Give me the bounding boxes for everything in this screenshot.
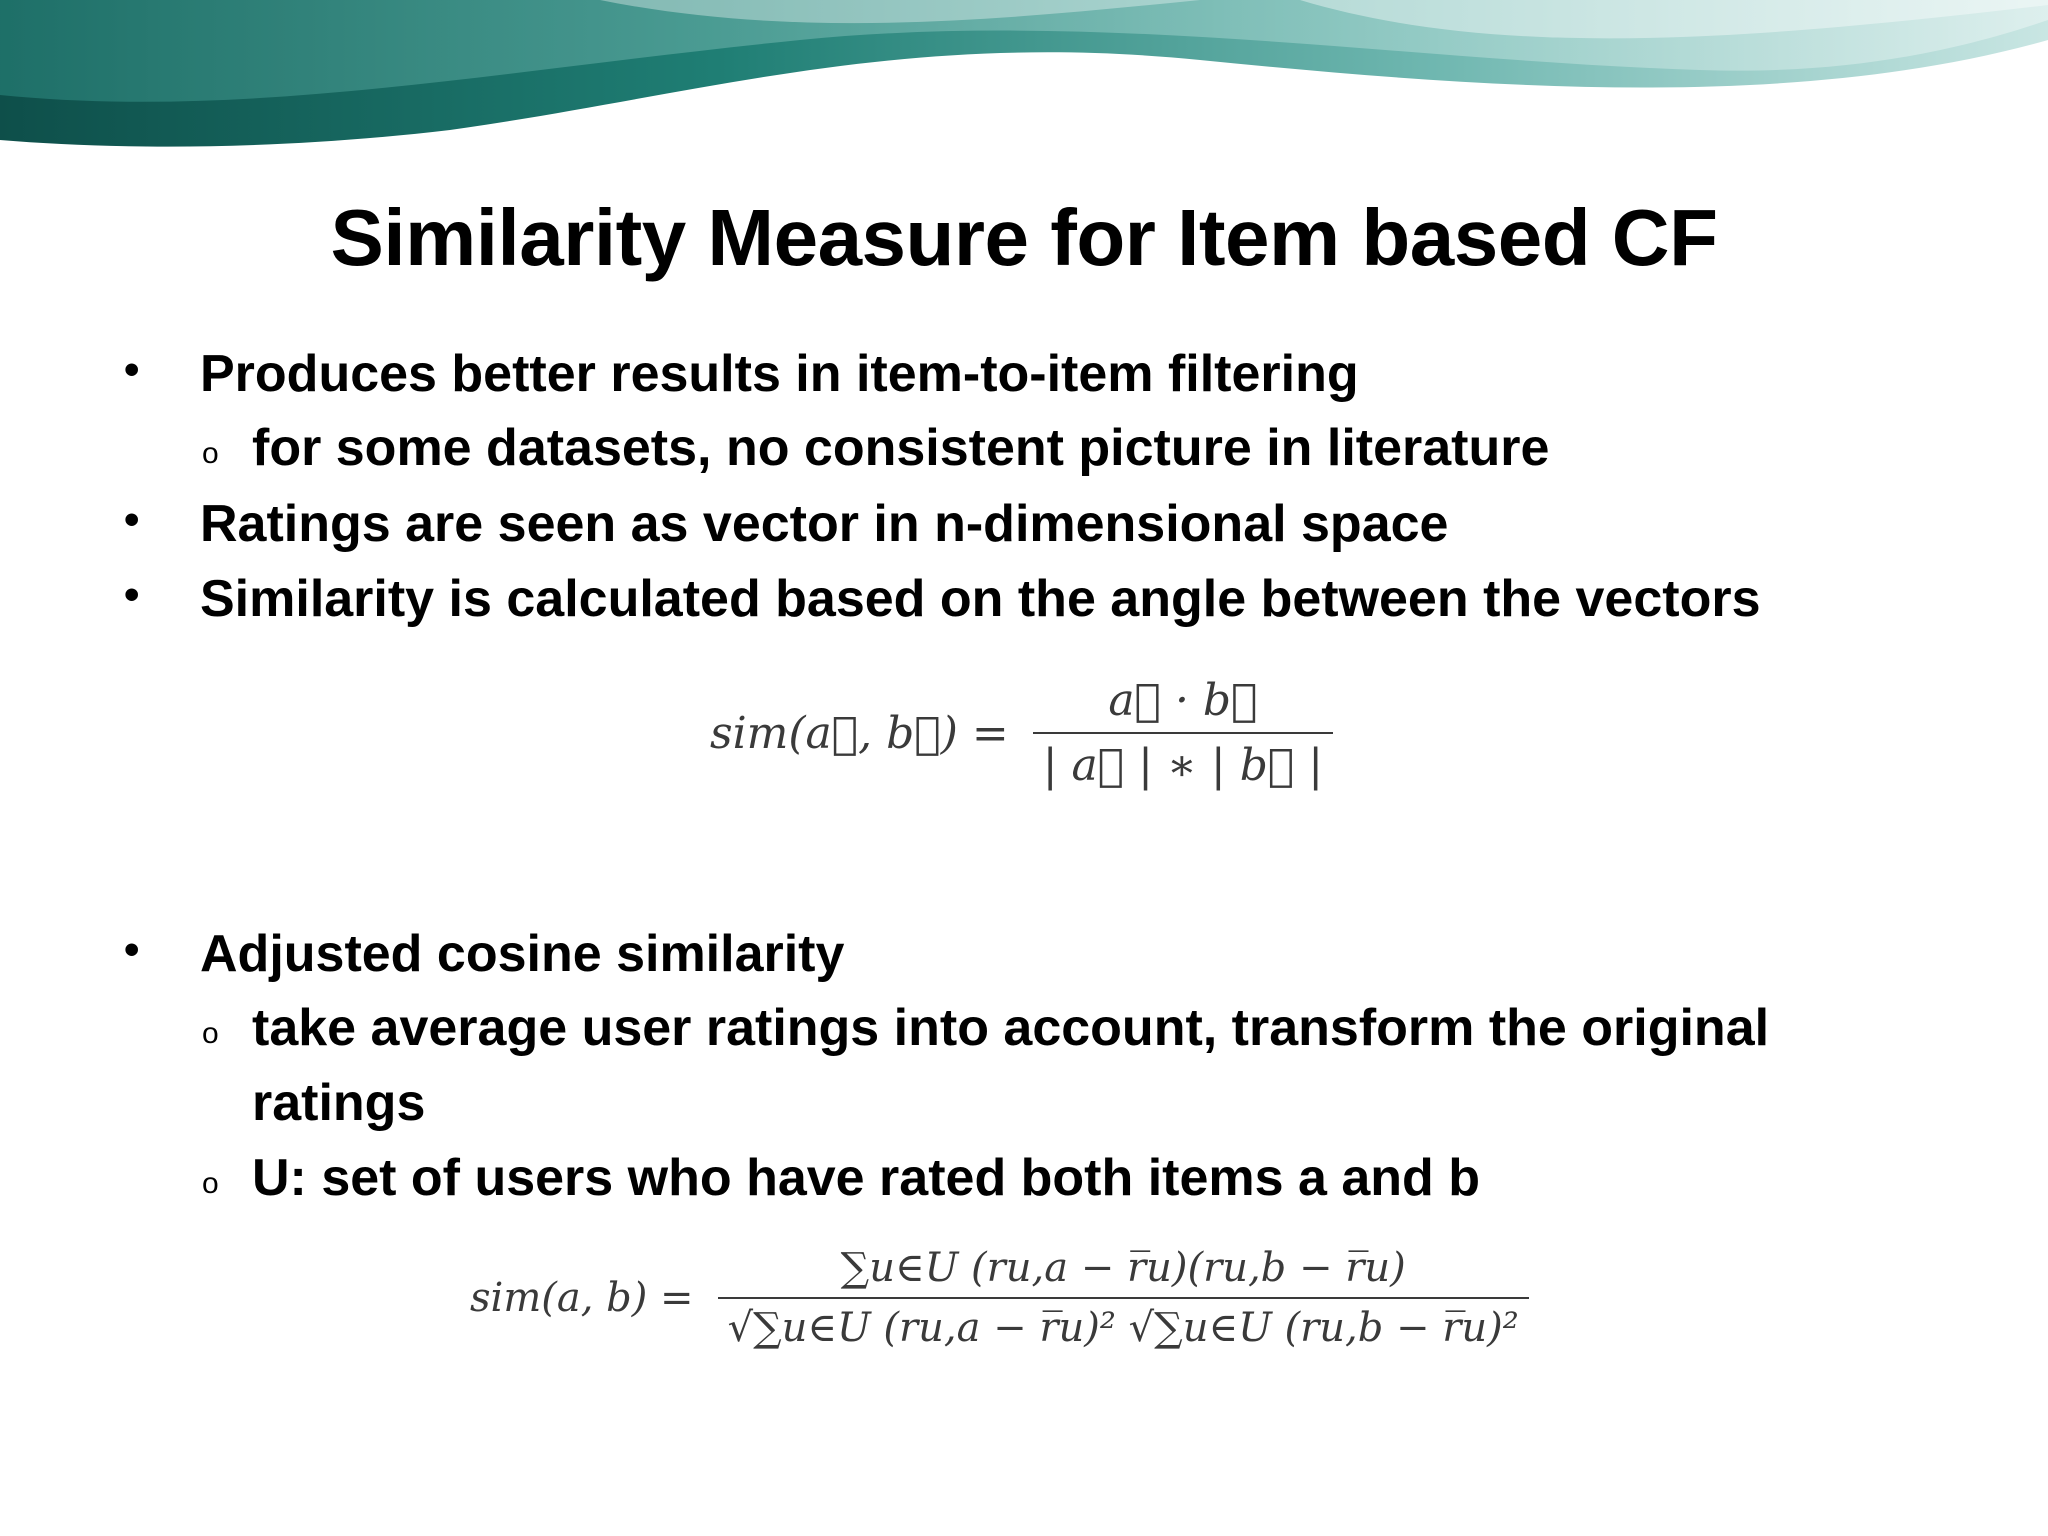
sub-bullet-text: take average user ratings into account, transform the original (252, 999, 1770, 1057)
formula-denominator: √∑u∈U (ru,a − r̅u)² √∑u∈U (ru,b − r̅u)² (727, 1305, 1519, 1351)
sub-bullet-marker: o (202, 437, 219, 470)
slide-title: Similarity Measure for Item based CF (330, 193, 1718, 282)
sub-bullet-marker: o (202, 1017, 219, 1050)
bullet-marker: • (124, 345, 140, 394)
bullet-marker: • (124, 495, 140, 544)
formula-lhs: sim(a, b) = (470, 1275, 694, 1321)
header-wave-banner (0, 0, 2048, 150)
sub-bullet-text: for some datasets, no consistent picture in literature (252, 419, 1550, 477)
formula-lhs: sim(a⃗, b⃗) = (710, 707, 1009, 759)
cosine-similarity-formula (710, 675, 1333, 791)
adjusted-cosine-formula (470, 1245, 1529, 1351)
sub-bullet-text-continued: ratings (252, 1074, 426, 1132)
formula-denominator: | a⃗ | ∗ | b⃗ | (1042, 740, 1324, 791)
bullet-text: Adjusted cosine similarity (200, 925, 845, 983)
bullet-text: Similarity is calculated based on the angle between the vectors (200, 570, 1761, 628)
bullet-marker: • (124, 570, 140, 619)
sub-bullet-marker: o (202, 1167, 219, 1200)
bullet-text: Ratings are seen as vector in n-dimensional space (200, 495, 1449, 553)
bullet-marker: • (124, 925, 140, 974)
formula-fraction (718, 1245, 1529, 1351)
formula-fraction (1033, 675, 1333, 791)
formula-numerator: a⃗ · b⃗ (1108, 675, 1258, 726)
formula-numerator: ∑u∈U (ru,a − r̅u)(ru,b − r̅u) (840, 1245, 1406, 1291)
sub-bullet-text: U: set of users who have rated both items a and b (252, 1149, 1481, 1207)
bullet-text: Produces better results in item-to-item filtering (200, 345, 1359, 403)
